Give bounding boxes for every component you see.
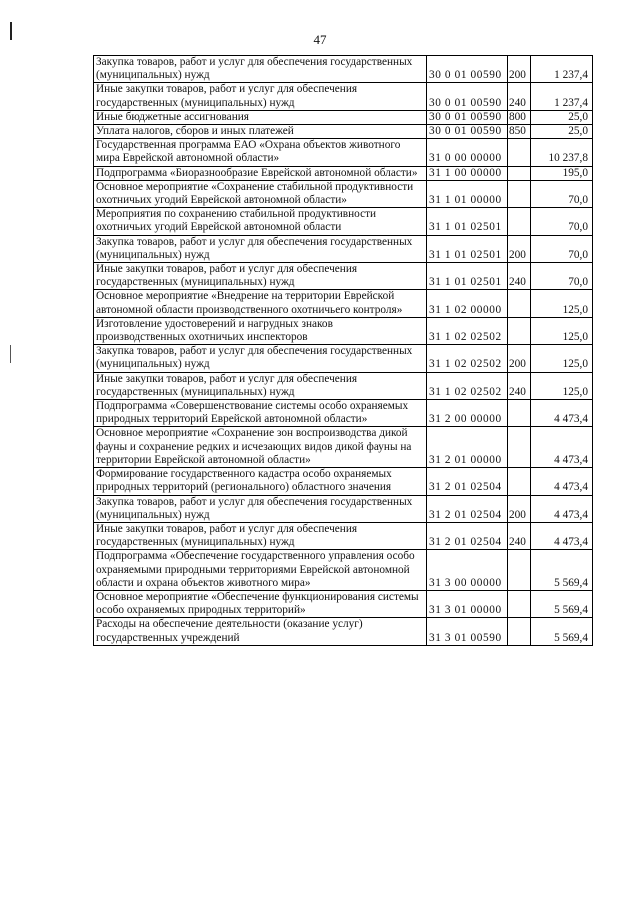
row-name-cell (94, 345, 427, 372)
row-code-cell (427, 263, 508, 290)
row-amount-text: 5 569,4 (554, 576, 588, 589)
row-name-cell (94, 208, 427, 235)
row-code-cell (427, 110, 508, 124)
table-row (94, 317, 593, 344)
row-name-text: Закупка товаров, работ и услуг для обеспечения государственных (муниципальных) нужд (96, 345, 413, 371)
row-code-cell (427, 317, 508, 344)
row-name-cell (94, 427, 427, 468)
row-amount-cell (531, 166, 593, 180)
row-code-cell (427, 372, 508, 399)
row-name-cell (94, 495, 427, 522)
row-vr-cell (508, 522, 531, 549)
row-name-cell (94, 372, 427, 399)
row-vr-cell (508, 590, 531, 617)
table-row (94, 235, 593, 262)
row-name-text: Основное мероприятие «Обеспечение функционирования системы особо охраняемых природных территорий» (96, 590, 419, 617)
row-name-cell (94, 468, 427, 495)
row-amount-cell (531, 290, 593, 317)
table-row (94, 618, 593, 645)
row-amount-cell (531, 180, 593, 207)
row-name-text: Подпрограмма «Обеспечение государственного управления особо охраняемыми природными территориями Еврейской автономной области и охрана объектов животного мира» (96, 550, 415, 589)
row-amount-cell (531, 468, 593, 495)
row-amount-cell (531, 139, 593, 166)
row-code-text: 31 1 02 00000 (429, 303, 502, 316)
row-code-text: 31 1 01 02501 (429, 276, 502, 289)
row-name-text: Иные закупки товаров, работ и услуг для обеспечения государственных (муниципальных) нужд (96, 372, 358, 398)
row-name-cell (94, 590, 427, 617)
row-name-text: Подпрограмма «Совершенствование системы особо охраняемых природных территорий Еврейской автономной области» (96, 400, 409, 426)
row-vr-cell (508, 56, 531, 83)
row-vr-cell (508, 400, 531, 427)
row-amount-text: 125,0 (562, 385, 588, 398)
row-vr-text: 200 (509, 508, 526, 521)
row-code-text: 30 0 01 00590 (429, 125, 502, 138)
table-row (94, 590, 593, 617)
row-code-cell (427, 495, 508, 522)
row-name-text: Иные бюджетные ассигнования (96, 110, 249, 123)
row-name-text: Изготовление удостоверений и нагрудных знаков производственных охотничьих инспекторов (96, 317, 333, 344)
row-code-text: 31 2 01 00000 (429, 453, 502, 466)
row-code-cell (427, 208, 508, 235)
table-row (94, 180, 593, 207)
page-number: 47 (313, 32, 327, 47)
row-vr-cell (508, 125, 531, 139)
row-code-text: 31 2 01 02504 (429, 481, 502, 494)
row-name-text: Уплата налогов, сборов и иных платежей (96, 125, 294, 138)
row-code-cell (427, 180, 508, 207)
row-code-cell (427, 83, 508, 110)
row-name-text: Закупка товаров, работ и услуг для обеспечения государственных (муниципальных) нужд (96, 235, 413, 261)
row-code-text: 31 3 00 00000 (429, 576, 502, 589)
row-name-text: Подпрограмма «Биоразнообразие Еврейской автономной области» (96, 166, 418, 179)
row-amount-cell (531, 495, 593, 522)
table-row (94, 345, 593, 372)
row-code-text: 30 0 01 00590 (429, 69, 502, 82)
row-amount-text: 70,0 (568, 276, 588, 289)
row-code-text: 30 0 01 00590 (429, 96, 502, 109)
row-amount-cell (531, 208, 593, 235)
table-row (94, 372, 593, 399)
row-amount-cell (531, 522, 593, 549)
row-code-text: 31 3 01 00000 (429, 604, 502, 617)
row-vr-text: 800 (509, 110, 526, 123)
row-code-text: 31 1 02 02502 (429, 385, 502, 398)
row-amount-cell (531, 590, 593, 617)
row-amount-text: 70,0 (568, 221, 588, 234)
row-vr-cell (508, 166, 531, 180)
row-vr-text: 850 (509, 125, 526, 138)
row-amount-text: 5 569,4 (554, 631, 588, 644)
table-row (94, 125, 593, 139)
table-row (94, 522, 593, 549)
row-amount-cell (531, 56, 593, 83)
table-row (94, 468, 593, 495)
row-amount-text: 195,0 (562, 166, 588, 179)
row-code-text: 31 2 01 02504 (429, 536, 502, 549)
table-row (94, 290, 593, 317)
row-amount-cell (531, 345, 593, 372)
row-name-text: Основное мероприятие «Сохранение зон воспроизводства дикой фауны и сохранение редких и исчезающих видов дикой фауны на территории Еврейской автономной области» (96, 427, 412, 466)
table-row (94, 208, 593, 235)
row-name-cell (94, 166, 427, 180)
row-vr-cell (508, 468, 531, 495)
row-name-text: Государственная программа ЕАО «Охрана объектов животного мира Еврейской автономной области» (96, 139, 401, 165)
row-name-text: Основное мероприятие «Сохранение стабильной продуктивности охотничьих угодий Еврейской автономной области» (96, 180, 414, 207)
row-vr-cell (508, 139, 531, 166)
row-code-cell (427, 56, 508, 83)
row-name-text: Мероприятия по сохранению стабильной продуктивности охотничьих угодий Еврейской автономной области (96, 208, 377, 234)
row-code-text: 31 2 00 00000 (429, 413, 502, 426)
table-row (94, 56, 593, 83)
row-vr-cell (508, 110, 531, 124)
row-code-cell (427, 235, 508, 262)
row-name-text: Формирование государственного кадастра особо охраняемых природных территорий (регионального) областного значения (96, 468, 392, 494)
row-vr-text: 240 (509, 96, 526, 109)
row-code-cell (427, 139, 508, 166)
row-vr-cell (508, 235, 531, 262)
row-name-cell (94, 83, 427, 110)
row-amount-text: 70,0 (568, 248, 588, 261)
row-name-cell (94, 290, 427, 317)
row-amount-cell (531, 235, 593, 262)
row-amount-text: 4 473,4 (554, 536, 588, 549)
row-name-text: Иные закупки товаров, работ и услуг для обеспечения государственных (муниципальных) нужд (96, 522, 358, 549)
row-name-text: Закупка товаров, работ и услуг для обеспечения государственных (муниципальных) нужд (96, 56, 413, 82)
row-code-cell (427, 618, 508, 645)
row-code-text: 31 1 01 02501 (429, 248, 502, 261)
row-amount-text: 1 237,4 (554, 96, 588, 109)
row-amount-cell (531, 372, 593, 399)
budget-table (93, 55, 593, 646)
row-amount-cell (531, 618, 593, 645)
row-vr-cell (508, 317, 531, 344)
row-code-text: 30 0 01 00590 (429, 110, 502, 123)
row-name-cell (94, 235, 427, 262)
row-amount-cell (531, 317, 593, 344)
row-code-text: 31 0 00 00000 (429, 152, 502, 165)
row-code-cell (427, 345, 508, 372)
row-name-cell (94, 56, 427, 83)
row-name-text: Иные закупки товаров, работ и услуг для обеспечения государственных (муниципальных) нужд (96, 263, 358, 289)
row-name-cell (94, 263, 427, 290)
row-amount-text: 4 473,4 (554, 413, 588, 426)
row-amount-text: 125,0 (562, 358, 588, 371)
row-vr-text: 200 (509, 358, 526, 371)
row-vr-text: 200 (509, 69, 526, 82)
row-code-text: 31 1 02 02502 (429, 358, 502, 371)
table-row (94, 263, 593, 290)
row-name-cell (94, 125, 427, 139)
row-vr-cell (508, 263, 531, 290)
row-name-text: Иные закупки товаров, работ и услуг для обеспечения государственных (муниципальных) нужд (96, 83, 358, 109)
row-name-cell (94, 550, 427, 591)
row-code-text: 31 3 01 00590 (429, 631, 502, 644)
row-amount-cell (531, 83, 593, 110)
table-row (94, 400, 593, 427)
budget-table-body (94, 56, 593, 646)
row-vr-cell (508, 208, 531, 235)
row-vr-cell (508, 372, 531, 399)
row-vr-text: 240 (509, 536, 526, 549)
margin-mark (10, 345, 11, 363)
row-vr-cell (508, 495, 531, 522)
row-vr-cell (508, 427, 531, 468)
row-code-text: 31 1 00 00000 (429, 166, 502, 179)
row-name-cell (94, 400, 427, 427)
table-row (94, 110, 593, 124)
row-amount-text: 10 237,8 (548, 152, 588, 165)
row-amount-text: 25,0 (568, 110, 588, 123)
row-amount-text: 4 473,4 (554, 453, 588, 466)
row-code-text: 31 1 01 02501 (429, 221, 502, 234)
table-row (94, 166, 593, 180)
row-amount-text: 70,0 (568, 194, 588, 207)
row-amount-cell (531, 110, 593, 124)
row-amount-text: 25,0 (568, 125, 588, 138)
row-code-text: 31 2 01 02504 (429, 508, 502, 521)
row-amount-cell (531, 125, 593, 139)
row-amount-cell (531, 550, 593, 591)
row-amount-text: 4 473,4 (554, 481, 588, 494)
row-amount-cell (531, 263, 593, 290)
row-vr-cell (508, 345, 531, 372)
row-name-cell (94, 522, 427, 549)
row-amount-text: 1 237,4 (554, 69, 588, 82)
row-code-cell (427, 550, 508, 591)
row-name-cell (94, 139, 427, 166)
table-row (94, 83, 593, 110)
row-vr-cell (508, 550, 531, 591)
row-name-cell (94, 317, 427, 344)
row-code-cell (427, 400, 508, 427)
row-code-cell (427, 125, 508, 139)
row-name-cell (94, 618, 427, 645)
row-name-text: Расходы на обеспечение деятельности (оказание услуг) государственных учреждений (96, 618, 363, 644)
row-amount-text: 4 473,4 (554, 508, 588, 521)
table-row (94, 495, 593, 522)
row-amount-cell (531, 400, 593, 427)
row-name-cell (94, 180, 427, 207)
row-code-cell (427, 468, 508, 495)
row-vr-cell (508, 618, 531, 645)
row-code-text: 31 1 01 00000 (429, 194, 502, 207)
row-vr-cell (508, 83, 531, 110)
row-vr-cell (508, 290, 531, 317)
row-vr-text: 240 (509, 385, 526, 398)
row-code-text: 31 1 02 02502 (429, 331, 502, 344)
row-vr-text: 200 (509, 248, 526, 261)
row-amount-cell (531, 427, 593, 468)
row-vr-text: 240 (509, 276, 526, 289)
row-amount-text: 125,0 (562, 303, 588, 316)
row-code-cell (427, 522, 508, 549)
row-vr-cell (508, 180, 531, 207)
row-amount-text: 5 569,4 (554, 604, 588, 617)
row-code-cell (427, 166, 508, 180)
row-name-text: Закупка товаров, работ и услуг для обеспечения государственных (муниципальных) нужд (96, 495, 413, 521)
table-row (94, 427, 593, 468)
row-name-cell (94, 110, 427, 124)
table-row (94, 550, 593, 591)
row-name-text: Основное мероприятие «Внедрение на территории Еврейской автономной области производственного охотничьего контроля» (96, 290, 403, 316)
row-amount-text: 125,0 (562, 331, 588, 344)
row-code-cell (427, 427, 508, 468)
row-code-cell (427, 290, 508, 317)
table-row (94, 139, 593, 166)
row-code-cell (427, 590, 508, 617)
